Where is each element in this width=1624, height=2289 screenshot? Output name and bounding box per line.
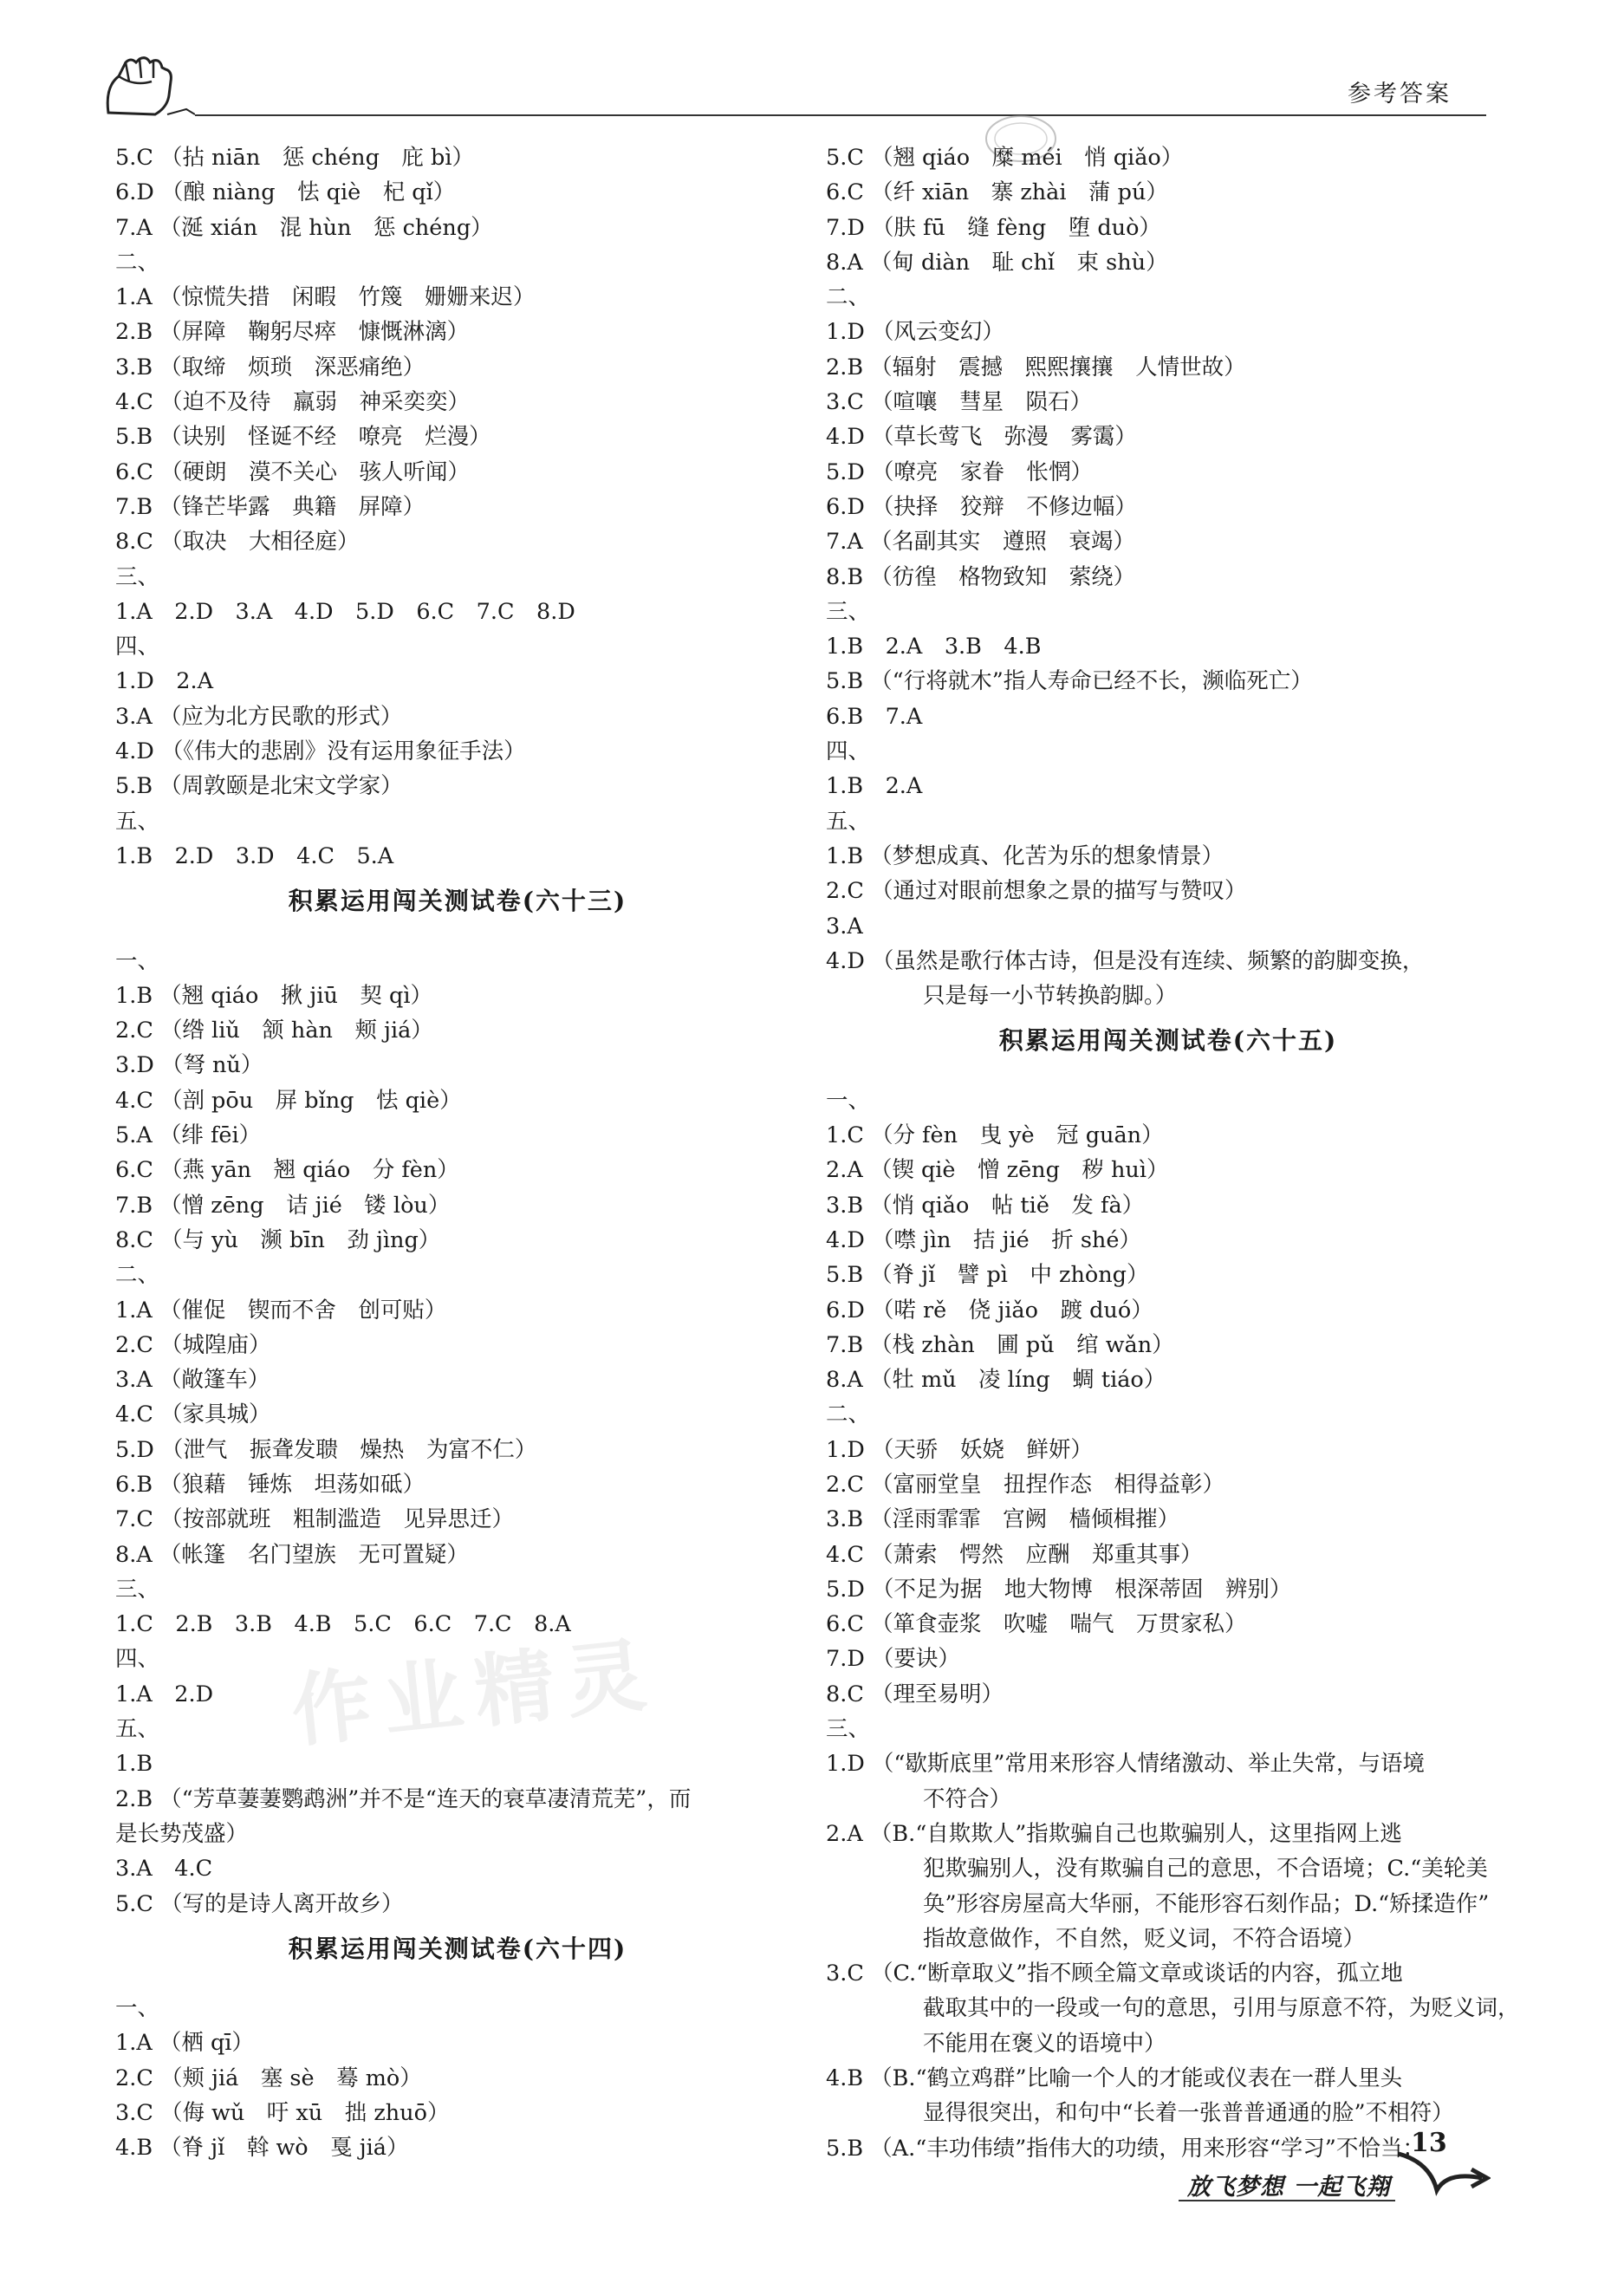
answer-line: 2.C （富丽堂皇 扭捏作态 相得益彰） bbox=[826, 1471, 1224, 1498]
answer-line: 6.C （燕 yān 翘 qiáo 分 fèn） bbox=[115, 1157, 459, 1184]
answer-line: 5.B （脊 jǐ 譬 pì 中 zhòng） bbox=[826, 1262, 1149, 1289]
answer-line: 4.B （B.“鹤立鸡群”比喻一个人的才能或仪表在一群人里头 bbox=[826, 2065, 1403, 2092]
answer-line: 3.A （敞篷车） bbox=[115, 1367, 270, 1394]
answer-line: 三、 bbox=[115, 1576, 160, 1603]
answer-line: 3.C （C.“断章取义”指不顾全篇文章或谈话的内容，孤立地 bbox=[826, 1961, 1403, 1987]
section-title: 积累运用闯关测试卷(六十五) bbox=[998, 1026, 1338, 1056]
answer-line: 5.C （翘 qiáo 糜 méi 悄 qiǎo） bbox=[826, 145, 1184, 171]
answer-line: 5.B （“行将就木”指人寿命已经不长，濒临死亡） bbox=[826, 668, 1313, 695]
answer-line: 3.A 4.C bbox=[115, 1856, 213, 1883]
answer-line: 4.D （噤 jìn 拮 jié 折 shé） bbox=[826, 1226, 1141, 1253]
answer-line: 4.D （《伟大的悲剧》没有运用象征手法） bbox=[115, 738, 526, 765]
answer-line: 7.B （憎 zēng 诘 jié 镂 lòu） bbox=[115, 1192, 451, 1219]
answer-line: 2.B （“芳草萋萋鹦鹉洲”并不是“连天的衰草凄清荒芜”，而 bbox=[115, 1785, 692, 1812]
watermark: 作业精灵 bbox=[287, 1627, 663, 1759]
footer-slogan: 放飞梦想 一起飞翔 bbox=[1187, 2174, 1391, 2201]
answer-line: 5.B （A.“丰功伟绩”指伟大的功绩，用来形容“学习”不恰当； bbox=[826, 2135, 1425, 2162]
answer-line: 一、 bbox=[115, 947, 160, 974]
answer-line: 四、 bbox=[826, 738, 871, 765]
answer-line: 二、 bbox=[826, 284, 871, 311]
answer-line: 3.B （淫雨霏霏 宫阙 樯倾楫摧） bbox=[826, 1506, 1180, 1533]
page-footer bbox=[1187, 2128, 1499, 2214]
answer-line: 8.A （牡 mǔ 凌 líng 蜩 tiáo） bbox=[826, 1367, 1166, 1394]
fist-logo-icon bbox=[100, 52, 195, 121]
answer-line: 3.C （侮 wǔ 吁 xū 拙 zhuō） bbox=[115, 2100, 450, 2127]
answer-line: 1.A （催促 锲而不舍 创可贴） bbox=[115, 1297, 447, 1323]
answer-line: 6.D （喏 rě 侥 jiǎo 踱 duó） bbox=[826, 1297, 1153, 1323]
answer-line: 2.B （辐射 震撼 熙熙攘攘 人情世故） bbox=[826, 354, 1246, 380]
answer-line: 五、 bbox=[826, 808, 871, 835]
answer-line: 3.A （应为北方民歌的形式） bbox=[115, 703, 403, 730]
answer-line: 8.A （甸 diàn 耻 chǐ 束 shù） bbox=[826, 249, 1168, 276]
answer-line: 2.C （绺 liǔ 颔 hàn 颊 jiá） bbox=[115, 1018, 433, 1044]
answer-line: 是长势茂盛） bbox=[115, 1820, 249, 1847]
answer-line: 4.B （脊 jǐ 斡 wò 戛 jiá） bbox=[115, 2135, 409, 2162]
page-number: 13 bbox=[1411, 2128, 1447, 2158]
answer-line: 6.D （酿 niàng 怯 qiè 杞 qǐ） bbox=[115, 179, 456, 206]
answer-line: 1.C （分 fèn 曳 yè 冠 guān） bbox=[826, 1122, 1164, 1149]
answer-line: 4.C （萧索 愕然 应酬 郑重其事） bbox=[826, 1541, 1203, 1568]
answer-line: 一、 bbox=[115, 1995, 160, 2022]
answer-line: 7.B （栈 zhàn 圃 pǔ 绾 wǎn） bbox=[826, 1331, 1174, 1358]
answer-line: 5.D （泄气 振聋发聩 燥热 为富不仁） bbox=[115, 1436, 537, 1463]
answer-line: 4.C （家具城） bbox=[115, 1401, 271, 1428]
answer-line: 7.C （按部就班 粗制滥造 见异思迁） bbox=[115, 1506, 514, 1533]
answer-line: 6.B 7.A bbox=[826, 703, 923, 730]
answer-line: 6.C （硬朗 漠不关心 骇人听闻） bbox=[115, 458, 470, 485]
answer-line: 8.A （帐篷 名门望族 无可置疑） bbox=[115, 1541, 469, 1568]
answer-line: 6.C （纤 xiān 寨 zhài 蒲 pú） bbox=[826, 179, 1168, 206]
answer-line: 2.A （锲 qiè 憎 zēng 秽 huì） bbox=[826, 1157, 1169, 1184]
answer-line-continued: 只是每一小节转换韵脚。） bbox=[923, 983, 1178, 1010]
section-title: 积累运用闯关测试卷(六十三) bbox=[288, 887, 627, 916]
answer-line-continued: 指故意做作，不自然，贬义词，不符合语境） bbox=[923, 1925, 1366, 1952]
answer-line: 6.B （狼藉 锤炼 坦荡如砥） bbox=[115, 1471, 425, 1498]
answer-line: 1.C 2.B 3.B 4.B 5.C 6.C 7.C 8.A bbox=[115, 1611, 571, 1638]
answer-line: 3.C （喧嚷 彗星 陨石） bbox=[826, 389, 1092, 416]
answer-line: 二、 bbox=[826, 1401, 871, 1428]
answer-line: 3.D （弩 nǔ） bbox=[115, 1052, 263, 1079]
answer-line: 4.C （迫不及待 羸弱 神采奕奕） bbox=[115, 389, 470, 416]
answer-line: 2.C （颊 jiá 塞 sè 蓦 mò） bbox=[115, 2065, 422, 2091]
answer-line: 二、 bbox=[115, 249, 160, 276]
swoosh-arrow-icon bbox=[1395, 2136, 1491, 2214]
answer-line: 2.C （城隍庙） bbox=[115, 1331, 271, 1358]
answer-line: 4.D （虽然是歌行体古诗，但是没有连续、频繁的韵脚变换， bbox=[826, 947, 1425, 974]
left-answer-column bbox=[115, 140, 800, 2166]
answer-line: 1.B （梦想成真、化苦为乐的想象情景） bbox=[826, 842, 1224, 869]
answer-line: 三、 bbox=[826, 598, 871, 625]
answer-line: 5.B （周敦颐是北宋文学家） bbox=[115, 773, 403, 800]
answer-line: 7.D （肤 fū 缝 fèng 堕 duò） bbox=[826, 214, 1161, 241]
answer-line: 8.C （理至易明） bbox=[826, 1681, 1004, 1707]
answer-line: 4.C （剖 pōu 屏 bǐng 怯 qiè） bbox=[115, 1087, 462, 1114]
answer-line: 1.B （翘 qiáo 揪 jiū 契 qì） bbox=[115, 982, 432, 1009]
answer-line: 8.C （取决 大相径庭） bbox=[115, 529, 360, 556]
footer-rule bbox=[1179, 2200, 1395, 2201]
answer-line: 1.A （惊慌失措 闲暇 竹篾 姗姗来迟） bbox=[115, 284, 536, 311]
answer-line: 2.A （B.“自欺欺人”指欺骗自己也欺骗别人，这里指网上逃 bbox=[826, 1820, 1402, 1847]
answer-line: 5.D （嘹亮 家眷 怅惘） bbox=[826, 458, 1093, 485]
answer-line: 五、 bbox=[115, 1716, 160, 1743]
answer-line: 1.B 2.D 3.D 4.C 5.A bbox=[115, 842, 394, 869]
answer-line: 三、 bbox=[826, 1716, 871, 1743]
right-answer-column bbox=[826, 140, 1520, 2166]
answer-line-continued: 不能用在褒义的语境中） bbox=[923, 2030, 1166, 2057]
answer-line-continued: 奂”形容房屋高大华丽，不能形容石刻作品；D.“矫揉造作” bbox=[923, 1890, 1490, 1917]
answer-line: 1.B bbox=[115, 1751, 153, 1778]
page-header bbox=[100, 52, 1486, 121]
answer-line: 3.A bbox=[826, 913, 863, 940]
answer-line: 1.B 2.A bbox=[826, 773, 923, 800]
answer-line: 五、 bbox=[115, 808, 160, 835]
answer-line: 1.A 2.D bbox=[115, 1681, 214, 1707]
answer-line: 5.A （绯 fēi） bbox=[115, 1122, 262, 1149]
answer-line: 1.D （天骄 妖娆 鲜妍） bbox=[826, 1436, 1093, 1463]
answer-line: 1.D （风云变幻） bbox=[826, 319, 1004, 346]
answer-line: 1.A 2.D 3.A 4.D 5.D 6.C 7.C 8.D bbox=[115, 598, 575, 625]
answer-line: 1.D （“歇斯底里”常用来形容人情绪激动、举止失常，与语境 bbox=[826, 1751, 1425, 1778]
answer-line: 3.B （取缔 烦琐 深恶痛绝） bbox=[115, 354, 425, 380]
answer-line: 7.B （锋芒毕露 典籍 屏障） bbox=[115, 493, 425, 520]
answer-line: 2.B （屏障 鞠躬尽瘁 慷慨淋漓） bbox=[115, 319, 470, 346]
answer-line: 1.A （栖 qī） bbox=[115, 2030, 254, 2057]
answer-line: 三、 bbox=[115, 563, 160, 590]
answer-line: 4.D （草长莺飞 弥漫 雾霭） bbox=[826, 424, 1137, 451]
answer-line: 1.D 2.A bbox=[115, 668, 214, 695]
answer-line: 3.B （悄 qiǎo 帖 tiě 发 fà） bbox=[826, 1192, 1145, 1219]
answer-line: 5.C （拈 niān 惩 chéng 庇 bì） bbox=[115, 145, 474, 171]
header-title: 参考答案 bbox=[1348, 81, 1452, 107]
answer-line: 7.A （涎 xián 混 hùn 惩 chéng） bbox=[115, 214, 493, 241]
answer-line: 5.D （不足为据 地大物博 根深蒂固 辨别） bbox=[826, 1576, 1292, 1603]
answer-line-continued: 截取其中的一段或一句的意思，引用与原意不符，为贬义词， bbox=[923, 1995, 1520, 2022]
answer-line: 7.D （要诀） bbox=[826, 1646, 960, 1673]
answer-line: 8.C （与 yù 濒 bīn 劲 jìng） bbox=[115, 1226, 441, 1253]
answer-line: 6.D （抉择 狡辩 不修边幅） bbox=[826, 493, 1137, 520]
answer-line: 7.A （名副其实 遵照 衰竭） bbox=[826, 529, 1135, 556]
answer-line: 8.B （彷徨 格物致知 萦绕） bbox=[826, 563, 1136, 590]
section-title: 积累运用闯关测试卷(六十四) bbox=[288, 1934, 627, 1963]
answer-line: 四、 bbox=[115, 1646, 160, 1673]
answer-line: 四、 bbox=[115, 634, 160, 660]
answer-line: 5.C （写的是诗人离开故乡） bbox=[115, 1890, 404, 1917]
answer-line: 6.C （箪食壶浆 吹嘘 喘气 万贯家私） bbox=[826, 1611, 1247, 1638]
answer-line: 一、 bbox=[826, 1087, 871, 1114]
answer-line-continued: 不符合） bbox=[923, 1785, 1012, 1812]
answer-line: 二、 bbox=[115, 1262, 160, 1289]
answer-line-continued: 犯欺骗别人，没有欺骗自己的意思，不合语境；C.“美轮美 bbox=[923, 1856, 1488, 1883]
answer-line-continued: 显得很突出，和句中“长着一张普普通通的脸”不相符） bbox=[923, 2100, 1454, 2127]
answer-line: 5.B （诀别 怪诞不经 嘹亮 烂漫） bbox=[115, 424, 491, 451]
answer-line: 1.B 2.A 3.B 4.B bbox=[826, 634, 1042, 660]
header-rule bbox=[195, 114, 1486, 116]
answer-line: 2.C （通过对眼前想象之景的描写与赞叹） bbox=[826, 878, 1247, 905]
